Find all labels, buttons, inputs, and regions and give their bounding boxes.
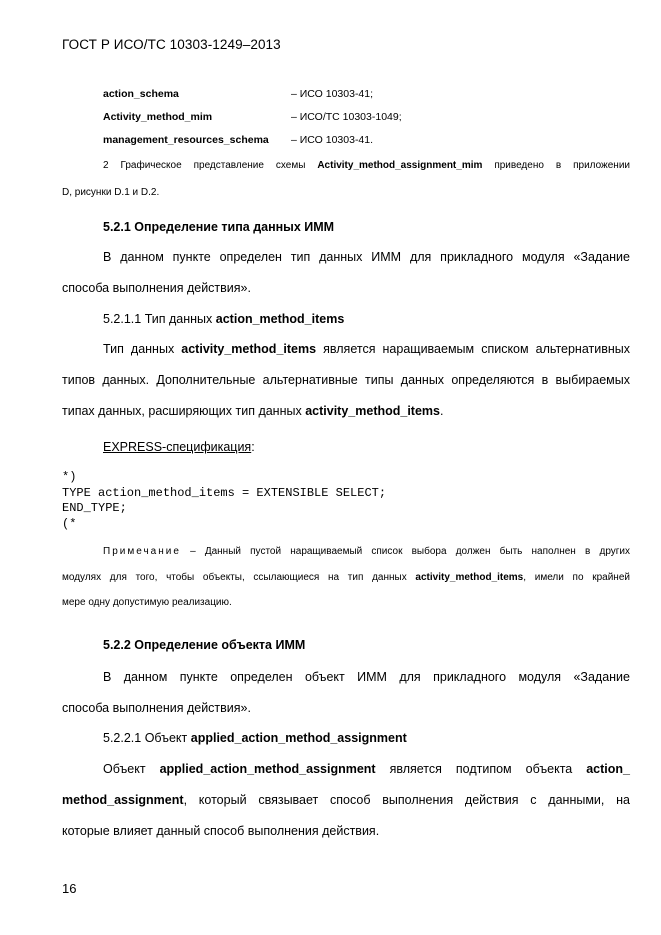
s5221-para-line2: method_assignment, который связывает способ выполнения действия с данными, на: [62, 793, 630, 807]
s5211-para-line3: типах данных, расширяющих тип данных activity_method_items.: [62, 404, 444, 418]
s521-para-line1: В данном пункте определен тип данных ИММ для прикладного модуля «Задание: [103, 250, 630, 264]
s521-para-line2: способа выполнения действия».: [62, 281, 251, 295]
note2-line1: 2 Графическое представление схемы Activity_method_assignment_mim приведено в приложении: [103, 160, 630, 171]
s5211-para-line2: типов данных. Дополнительные альтернативные типы данных определяются в выбираемых: [62, 373, 630, 387]
subsection-heading-5-2-2-1: 5.2.2.1 Объект applied_action_method_assignment: [103, 731, 407, 745]
ref-name-3: management_resources_schema: [103, 134, 269, 146]
page-number: 16: [62, 881, 77, 896]
code-line: END_TYPE;: [62, 501, 127, 515]
note-line2: модулях для того, чтобы объекты, ссылающиеся на тип данных activity_method_items, имели по крайней: [62, 572, 630, 583]
express-specification-label: EXPRESS-спецификация:: [103, 440, 255, 454]
code-line: TYPE action_method_items = EXTENSIBLE SELECT;: [62, 485, 387, 500]
ref-value-2: – ИСО/ТС 10303-1049;: [291, 111, 402, 123]
s5211-para-line1: Тип данных activity_method_items является наращиваемым списком альтернативных: [103, 342, 631, 356]
ref-value-1: – ИСО 10303-41;: [291, 88, 374, 100]
subsection-heading-5-2-1-1: 5.2.1.1 Тип данных action_method_items: [103, 312, 345, 326]
note-line3: мере одну допустимую реализацию.: [62, 597, 232, 608]
ref-name-2: Activity_method_mim: [103, 111, 213, 123]
s522-para-line1: В данном пункте определен объект ИММ для прикладного модуля «Задание: [103, 670, 630, 684]
code-line: (*: [62, 516, 77, 531]
ref-name-1: action_schema: [103, 88, 179, 100]
code-line: *): [62, 470, 77, 484]
section-heading-5-2-1: 5.2.1 Определение типа данных ИММ: [103, 220, 335, 234]
express-code-block: [62, 470, 386, 532]
note2-line2: D, рисунки D.1 и D.2.: [62, 187, 160, 198]
s5221-para-line3: которые влияет данный способ выполнения действия.: [62, 824, 380, 838]
section-heading-5-2-2: 5.2.2 Определение объекта ИММ: [103, 638, 306, 652]
s522-para-line2: способа выполнения действия».: [62, 701, 251, 715]
note-line1: Примечание – Данный пустой наращиваемый список выбора должен быть наполнен в других: [103, 546, 630, 557]
s5221-para-line1: Объект applied_action_method_assignment является подтипом объекта action_: [103, 762, 630, 776]
document-header: ГОСТ Р ИСО/ТС 10303-1249–2013: [62, 37, 281, 52]
ref-value-3: – ИСО 10303-41.: [291, 134, 374, 146]
